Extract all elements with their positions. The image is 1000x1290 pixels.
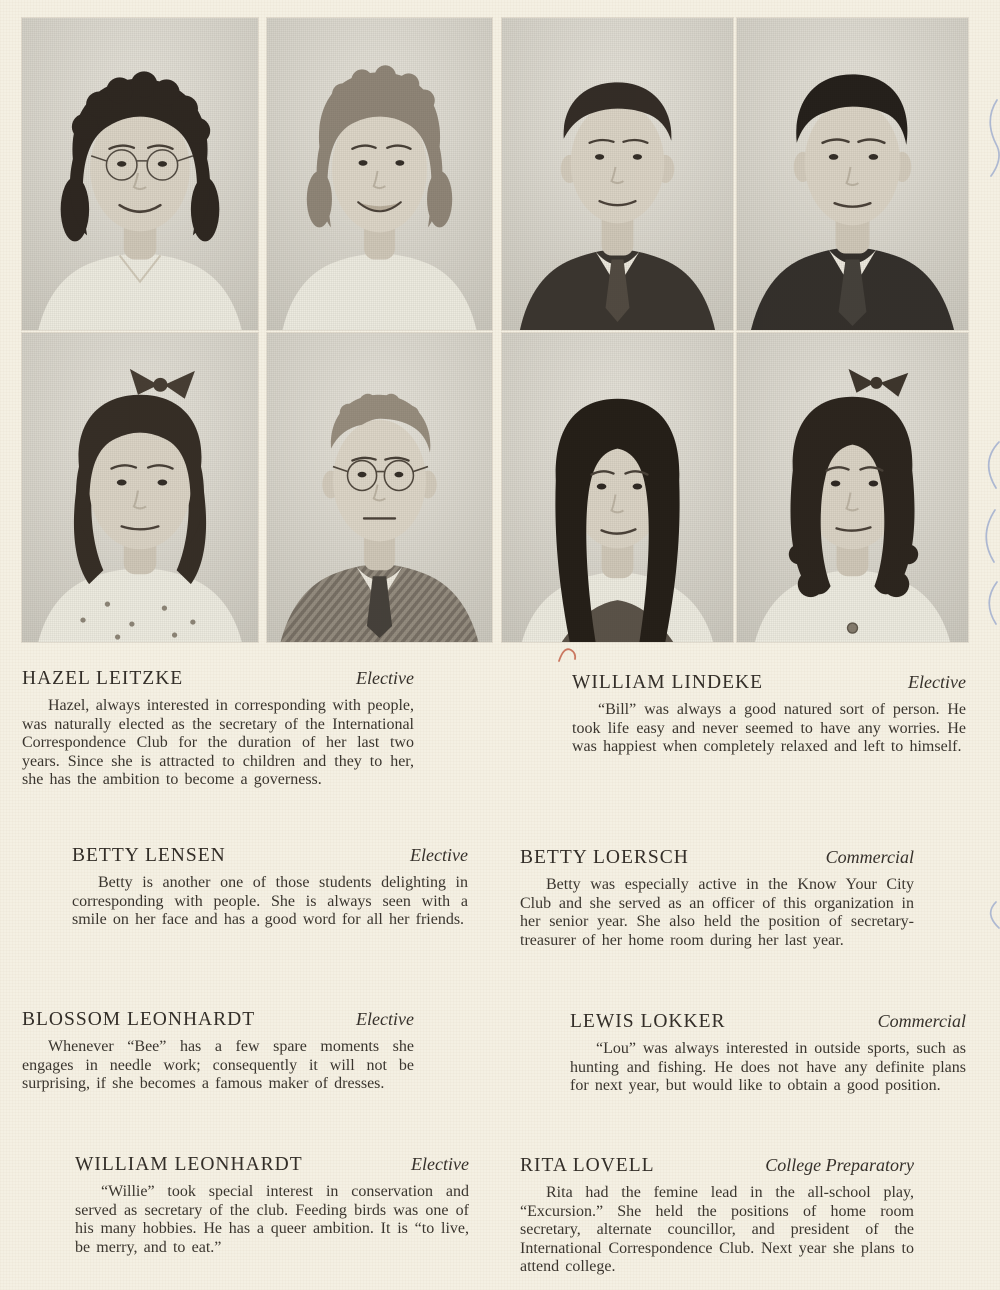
student-bio: Betty was especially active in the Know Your City Club and she served as an officer of this organization in her senior year. She also held the position of secretary-treasurer of her home room during her last year. <box>520 876 914 949</box>
entry-header <box>570 1011 966 1033</box>
entry-header <box>22 668 414 690</box>
portrait-illustration <box>22 18 258 330</box>
entry-blossom-leonhardt <box>22 1009 414 1094</box>
student-name: BETTY LENSEN <box>72 845 226 866</box>
entry-rita-lovell <box>520 1155 914 1277</box>
portrait-photo-7 <box>502 333 733 642</box>
portrait-photo-1 <box>22 18 258 330</box>
student-bio: Whenever “Bee” has a few spare moments she engages in needle work; consequently it will not be surprising, if she becomes a famous maker of dresses. <box>22 1038 414 1093</box>
entry-header <box>520 1155 914 1177</box>
course-track: Commercial <box>877 1011 966 1031</box>
course-track: Elective <box>356 668 414 688</box>
red-pen-mark <box>556 644 582 664</box>
entry-william-lindeke <box>572 672 966 757</box>
entry-header <box>72 845 468 867</box>
portrait-illustration <box>267 333 492 642</box>
student-bio: “Lou” was always interested in outside sports, such as hunting and fishing. He does not have any definite plans for next year, but would like to obtain a good position. <box>570 1040 966 1095</box>
portrait-illustration <box>502 333 733 642</box>
course-track: College Preparatory <box>765 1155 914 1175</box>
student-bio: Rita had the femine lead in the all-school play, “Excursion.” She held the positions of home room secretary, alternate councillor, and president of the International Correspondence Club. Next year she plans to attend college. <box>520 1184 914 1276</box>
course-track: Commercial <box>825 847 914 867</box>
entry-william-leonhardt <box>75 1154 469 1257</box>
entry-lewis-lokker <box>570 1011 966 1096</box>
student-name: BLOSSOM LEONHARDT <box>22 1009 256 1030</box>
entry-header <box>520 847 914 869</box>
course-track: Elective <box>410 845 468 865</box>
student-bio: “Willie” took special interest in conservation and served as secretary of the club. Feeding birds was one of his many hobbies. He has a queer ambition. It is “to live, be merry, and to eat.” <box>75 1183 469 1256</box>
student-bio: Hazel, always interested in corresponding with people, was naturally elected as the secretary of the International Correspondence Club for the duration of her last two years. Since she is attracted to children and they to her, she has the ambition to become a governess. <box>22 697 414 789</box>
portrait-photo-6 <box>267 333 492 642</box>
portrait-photo-8 <box>737 333 968 642</box>
portrait-photo-4 <box>737 18 968 330</box>
student-name: WILLIAM LEONHARDT <box>75 1154 303 1175</box>
portrait-illustration <box>737 18 968 330</box>
student-name: WILLIAM LINDEKE <box>572 672 763 693</box>
portrait-illustration <box>22 333 258 642</box>
course-track: Elective <box>908 672 966 692</box>
portrait-photo-5 <box>22 333 258 642</box>
entry-hazel-leitzke <box>22 668 414 790</box>
portrait-illustration <box>267 18 492 330</box>
entry-betty-lensen <box>72 845 468 930</box>
blue-pen-marks <box>966 90 1000 940</box>
portrait-illustration <box>502 18 733 330</box>
student-bio: Betty is another one of those students delighting in corresponding with people. She is always seen with a smile on her face and has a good word for all her friends. <box>72 874 468 929</box>
entry-header <box>572 672 966 694</box>
student-name: HAZEL LEITZKE <box>22 668 184 689</box>
student-name: LEWIS LOKKER <box>570 1011 726 1032</box>
student-name: BETTY LOERSCH <box>520 847 689 868</box>
brooch-icon <box>848 623 858 633</box>
course-track: Elective <box>356 1009 414 1029</box>
course-track: Elective <box>411 1154 469 1174</box>
entry-header <box>75 1154 469 1176</box>
portrait-photo-2 <box>267 18 492 330</box>
entry-header <box>22 1009 414 1031</box>
portrait-illustration <box>737 333 968 642</box>
portrait-photo-3 <box>502 18 733 330</box>
student-bio: “Bill” was always a good natured sort of person. He took life easy and never seemed to have any worries. He was happiest when completely relaxed and left to himself. <box>572 701 966 756</box>
entry-betty-loersch <box>520 847 914 950</box>
student-name: RITA LOVELL <box>520 1155 655 1176</box>
